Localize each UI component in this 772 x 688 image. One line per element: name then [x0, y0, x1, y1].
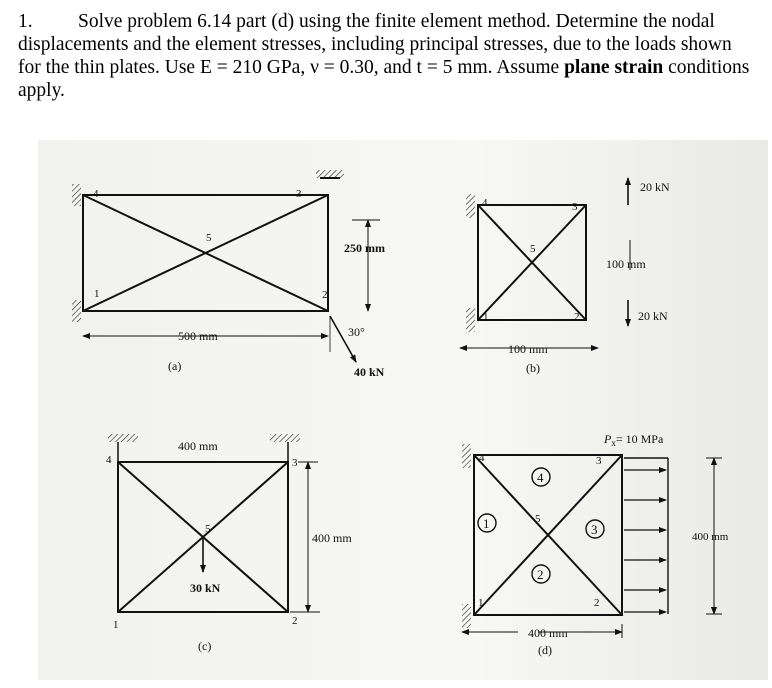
node-a-5: 5 — [206, 232, 212, 244]
node-d-3: 3 — [596, 455, 602, 467]
node-b-1: 1 — [483, 311, 489, 323]
node-b-4: 4 — [482, 197, 488, 209]
node-b-2: 2 — [574, 311, 580, 323]
node-b-5: 5 — [530, 243, 536, 255]
node-c-2: 2 — [292, 615, 298, 627]
bold-strain: strain — [614, 57, 664, 78]
node-a-1: 1 — [94, 288, 100, 300]
caption-a: (a) — [168, 359, 182, 373]
pressure-label: $P_x= 10$ MPa — [604, 432, 664, 448]
node-c-5: 5 — [205, 523, 211, 535]
problem-text-end: conditions apply. — [18, 57, 750, 101]
support-a-node3 — [316, 170, 344, 178]
node-d-1: 1 — [478, 597, 484, 609]
element-d-4-label: 4 — [537, 470, 544, 485]
element-d-1-label: 1 — [483, 516, 490, 531]
dim-d-width: 400 mm — [528, 626, 568, 640]
figure-d — [462, 444, 722, 638]
dim-b-width: 100 mm — [508, 342, 548, 356]
support-a-bottom — [72, 300, 81, 322]
support-b-top — [466, 194, 475, 218]
node-a-2: 2 — [322, 289, 328, 301]
support-c-left — [108, 434, 138, 442]
figure-a — [72, 170, 380, 362]
node-d-4: 4 — [479, 452, 485, 464]
dim-d-height: 400 mm — [692, 531, 729, 543]
problem-text: Solve problem 6.14 part (d) using the finite element method. Determine the nodal displacements and the element stresses, including principal stresses, due to the loads shown for the thin plates. Use E = 210 GPa, ν = 0.30, and t = 5 mm. Assume — [18, 11, 732, 78]
caption-c: (c) — [198, 639, 212, 653]
node-d-2: 2 — [594, 597, 600, 609]
node-a-4: 4 — [93, 188, 99, 200]
bold-plane: plane — [564, 57, 610, 78]
element-d-2-label: 2 — [537, 567, 544, 582]
node-b-3: 3 — [572, 201, 578, 213]
problem-number: 1. — [18, 11, 33, 32]
node-c-3: 3 — [292, 457, 298, 469]
dim-b-height: 100 mm — [606, 257, 646, 271]
angle-a: 30° — [348, 325, 365, 339]
node-d-5: 5 — [535, 513, 541, 525]
node-c-4: 4 — [106, 454, 112, 466]
problem-statement — [18, 10, 758, 102]
load-b-bottom: 20 kN — [638, 309, 668, 323]
dim-a-height: 250 mm — [344, 241, 385, 255]
caption-b: (b) — [526, 361, 540, 375]
load-b-top: 20 kN — [640, 180, 670, 194]
support-d-bottom — [462, 604, 471, 628]
element-d-3-label: 3 — [591, 522, 598, 537]
dim-c-width: 400 mm — [178, 439, 218, 453]
support-a-top — [72, 184, 81, 206]
load-c: 30 kN — [190, 581, 221, 595]
dim-c-height: 400 mm — [312, 531, 352, 545]
figure-scan — [38, 140, 768, 680]
dim-a-width: 500 mm — [178, 329, 218, 343]
caption-d: (d) — [538, 643, 552, 657]
node-a-3: 3 — [296, 188, 302, 200]
figure-drawings — [38, 140, 768, 680]
support-b-bottom — [466, 308, 475, 332]
node-c-1: 1 — [113, 619, 119, 631]
support-d-top — [462, 444, 471, 468]
support-c-right — [270, 434, 300, 442]
load-a: 40 kN — [354, 365, 385, 379]
